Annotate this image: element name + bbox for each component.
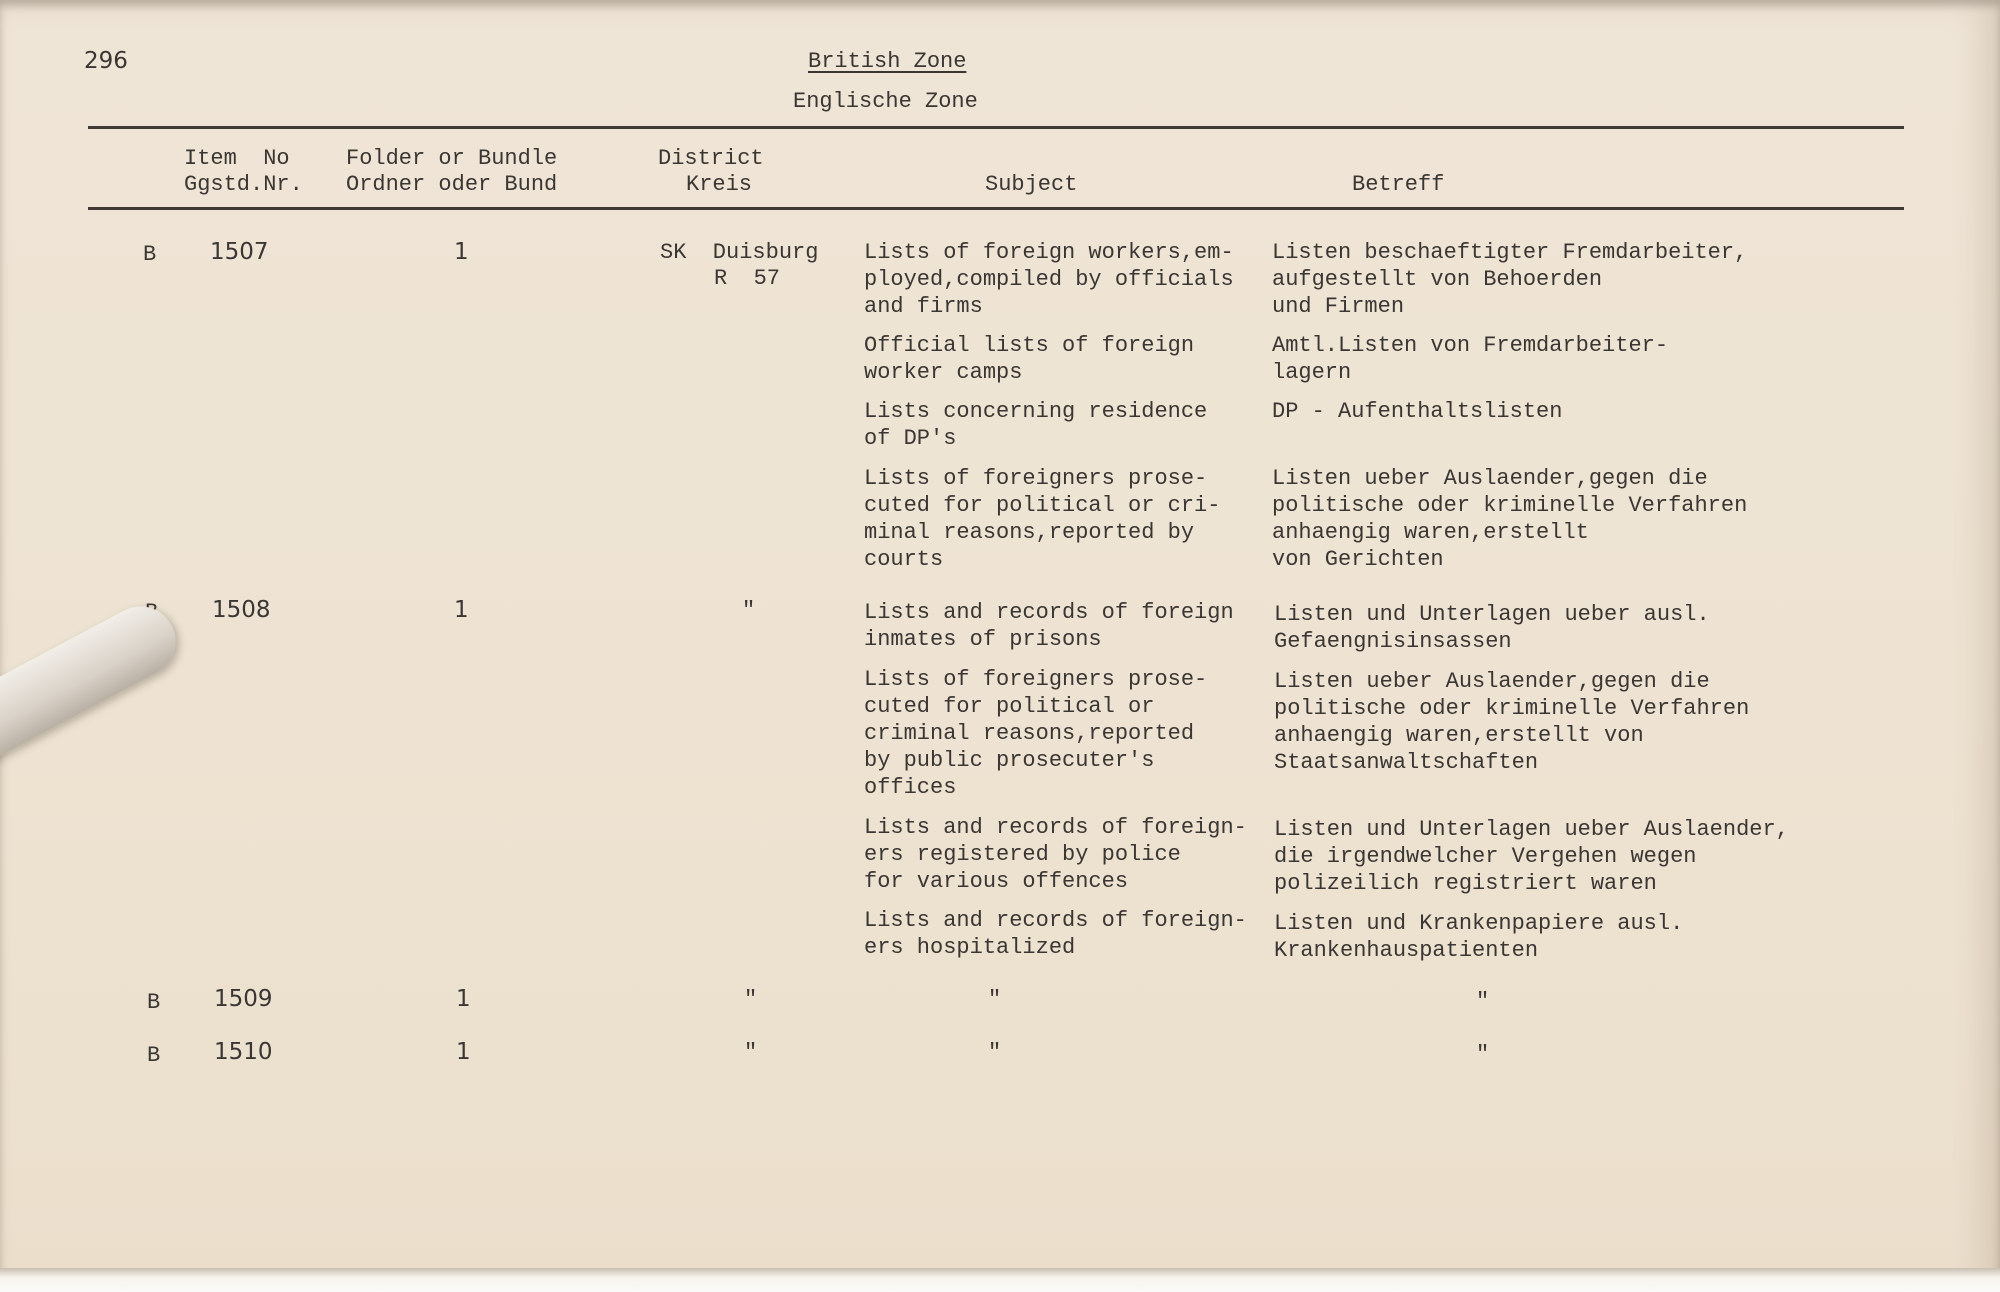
betreff-text: Listen und Unterlagen ueber Auslaender, die irgendwelcher Vergehen wegen polizeilich registriert waren	[1274, 817, 1789, 896]
betreff-text: "	[1476, 989, 1490, 1014]
subject-text: Official lists of foreign worker camps	[864, 333, 1195, 385]
col-header-item-no: Item No	[184, 146, 290, 171]
zone-title-de: Englische Zone	[793, 89, 978, 114]
item-number: 1508	[212, 597, 271, 623]
item-prefix: B	[143, 242, 157, 267]
district-code: R 57	[714, 266, 781, 291]
subject-text: Lists of foreigners prose- cuted for political or criminal reasons,reported by public prosecuter's offices	[864, 667, 1208, 800]
header-rule-bottom	[88, 207, 1904, 210]
col-header-district: District	[658, 146, 764, 171]
col-header-subject: Subject	[985, 172, 1078, 197]
col-header-district-de: Kreis	[686, 172, 753, 197]
subject-text: Lists of foreigners prose- cuted for political or cri- minal reasons,reported by courts	[864, 466, 1221, 572]
col-header-betreff: Betreff	[1352, 172, 1445, 197]
folder-count: 1	[456, 986, 471, 1012]
betreff-text: Listen und Unterlagen ueber ausl. Gefaengnisinsassen	[1274, 602, 1710, 654]
folder-count: 1	[454, 239, 469, 265]
pencil-tip	[0, 594, 188, 811]
betreff-text: Amtl.Listen von Fremdarbeiter- lagern	[1272, 333, 1669, 385]
betreff-text: Listen und Krankenpapiere ausl. Krankenhauspatienten	[1274, 911, 1684, 963]
district: "	[744, 987, 758, 1012]
district: "	[744, 1040, 758, 1065]
col-header-item-no-de: Ggstd.Nr.	[184, 172, 303, 197]
betreff-text: DP - Aufenthaltslisten	[1272, 399, 1563, 424]
subject-text: Lists and records of foreign- ers hospitalized	[864, 908, 1247, 960]
item-number: 1510	[214, 1039, 273, 1065]
zone-title-en: British Zone	[808, 49, 967, 74]
folder-count: 1	[456, 1039, 471, 1065]
betreff-text: "	[1476, 1042, 1490, 1067]
subject-text: "	[988, 1040, 1002, 1065]
page-number: 296	[84, 48, 128, 74]
folder-count: 1	[454, 597, 469, 623]
subject-text: Lists and records of foreign- ers registered by police for various offences	[864, 815, 1247, 894]
subject-text: Lists of foreign workers,em- ployed,compiled by officials and firms	[864, 240, 1234, 319]
betreff-text: Listen beschaeftigter Fremdarbeiter, aufgestellt von Behoerden und Firmen	[1272, 240, 1748, 319]
subject-text: "	[988, 987, 1002, 1012]
district: SK Duisburg	[660, 240, 819, 265]
item-number: 1509	[214, 986, 273, 1012]
header-rule-top	[88, 126, 1904, 129]
item-prefix: B	[147, 990, 161, 1015]
page-bottom-edge	[0, 1268, 2000, 1292]
district: "	[742, 598, 756, 623]
item-number: 1507	[210, 239, 269, 265]
item-prefix: B	[147, 1043, 161, 1068]
subject-text: Lists concerning residence of DP's	[864, 399, 1208, 451]
betreff-text: Listen ueber Auslaender,gegen die politische oder kriminelle Verfahren anhaengig waren,erstellt von Gerichten	[1272, 466, 1748, 572]
subject-text: Lists and records of foreign inmates of prisons	[864, 600, 1234, 652]
betreff-text: Listen ueber Auslaender,gegen die politische oder kriminelle Verfahren anhaengig waren,erstellt von Staatsanwaltschaften	[1274, 669, 1750, 775]
col-header-folder-de: Ordner oder Bund	[346, 172, 558, 197]
col-header-folder: Folder or Bundle	[346, 146, 558, 171]
